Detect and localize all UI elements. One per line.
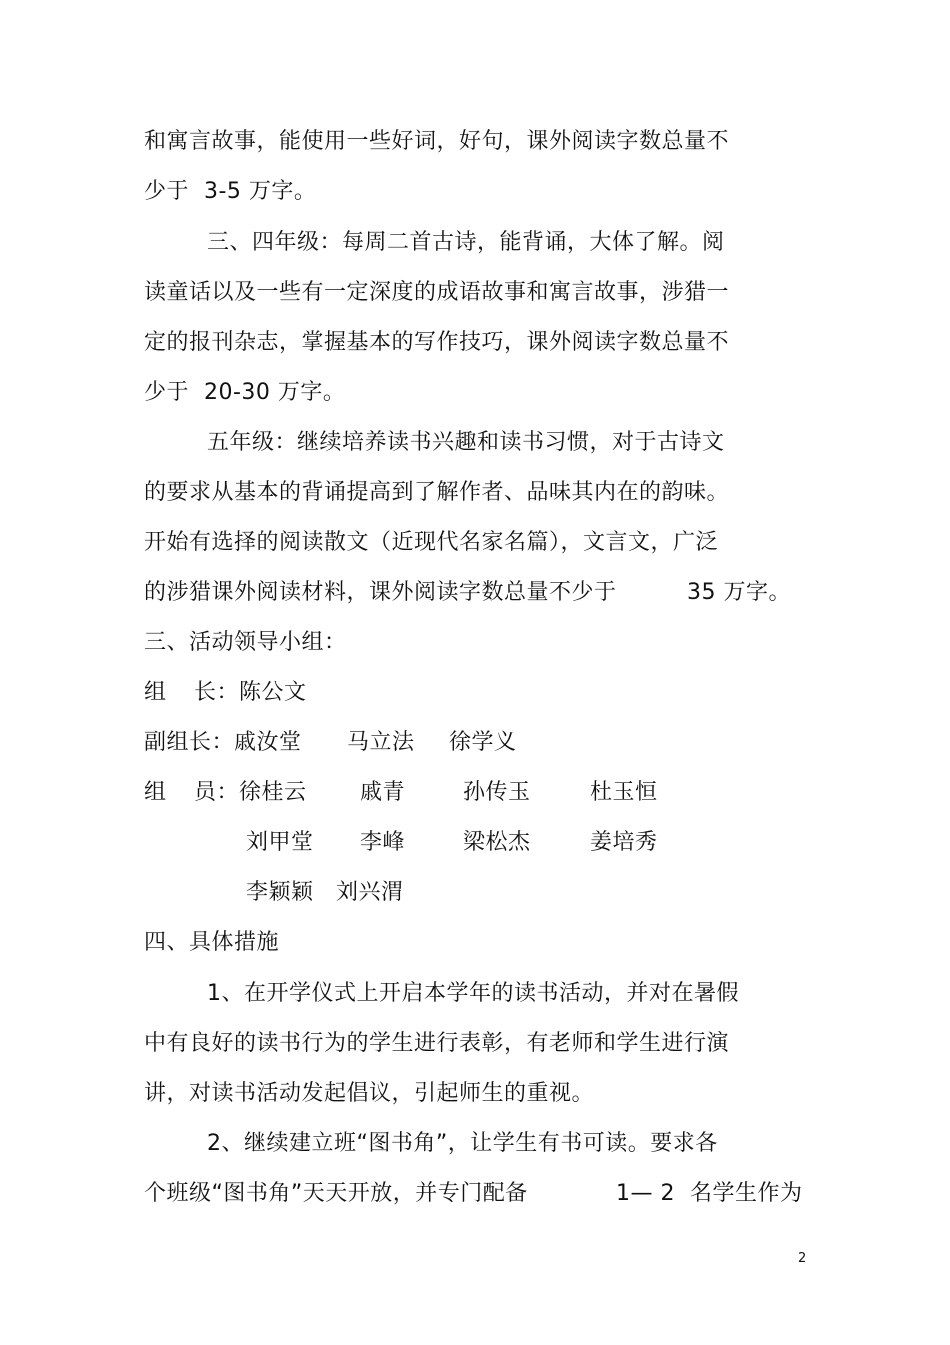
- text-line: 三、四年级：每周二首古诗，能背诵，大体了解。阅: [207, 230, 725, 255]
- text-line: 姜培秀: [590, 830, 658, 855]
- text-line: 2、继续建立班“图书角”，让学生有书可读。要求各: [207, 1131, 718, 1156]
- text-line: 读童话以及一些有一定深度的成语故事和寓言故事，涉猎一: [144, 280, 730, 305]
- text-line: 的要求从基本的背诵提高到了解作者、品味其内在的韵味。: [144, 480, 730, 505]
- text-line: 和寓言故事，能使用一些好词，好句，课外阅读字数总量不: [144, 129, 730, 154]
- text-line: 1、在开学仪式上开启本学年的读书活动，并对在暑假: [207, 981, 739, 1006]
- text-line: 员：徐桂云: [194, 780, 307, 805]
- text-line: 刘兴渭: [336, 880, 404, 905]
- text-line: 长：陈公文: [194, 680, 307, 705]
- text-line: 李峰: [360, 830, 406, 855]
- text-line: 中有良好的读书行为的学生进行表彰，有老师和学生进行演: [144, 1031, 730, 1056]
- text-line: 少于 3-5 万字。: [144, 179, 317, 204]
- text-line: 戚青: [360, 780, 406, 805]
- text-line: 马立法: [347, 730, 415, 755]
- text-line: 少于 20-30 万字。: [144, 380, 346, 405]
- section-heading: 四、具体措施: [144, 930, 280, 955]
- text-line: 35 万字。: [687, 580, 791, 605]
- section-heading: 三、活动领导小组：: [144, 630, 347, 655]
- text-line: 杜玉恒: [590, 780, 658, 805]
- text-line: 的涉猎课外阅读材料，课外阅读字数总量不少于: [144, 580, 617, 605]
- text-line: 梁松杰: [463, 830, 531, 855]
- text-line: 个班级“图书角”天天开放，并专门配备: [144, 1181, 528, 1206]
- text-line: 讲，对读书活动发起倡议，引起师生的重视。: [144, 1081, 595, 1106]
- text-line: 开始有选择的阅读散文（近现代名家名篇），文言文，广泛: [144, 530, 719, 555]
- text-line: 李颖颖: [246, 880, 314, 905]
- text-line: 组: [144, 680, 167, 705]
- text-line: 孙传玉: [463, 780, 531, 805]
- text-line: 1— 2 名学生作为: [616, 1181, 803, 1206]
- text-line: 组: [144, 780, 167, 805]
- text-line: 徐学义: [449, 730, 517, 755]
- text-line: 五年级：继续培养读书兴趣和读书习惯，对于古诗文: [207, 430, 725, 455]
- page-number: 2: [798, 1251, 807, 1266]
- text-line: 副组长：戚汝堂: [144, 730, 302, 755]
- text-line: 定的报刊杂志，掌握基本的写作技巧，课外阅读字数总量不: [144, 330, 730, 355]
- text-line: 刘甲堂: [246, 830, 314, 855]
